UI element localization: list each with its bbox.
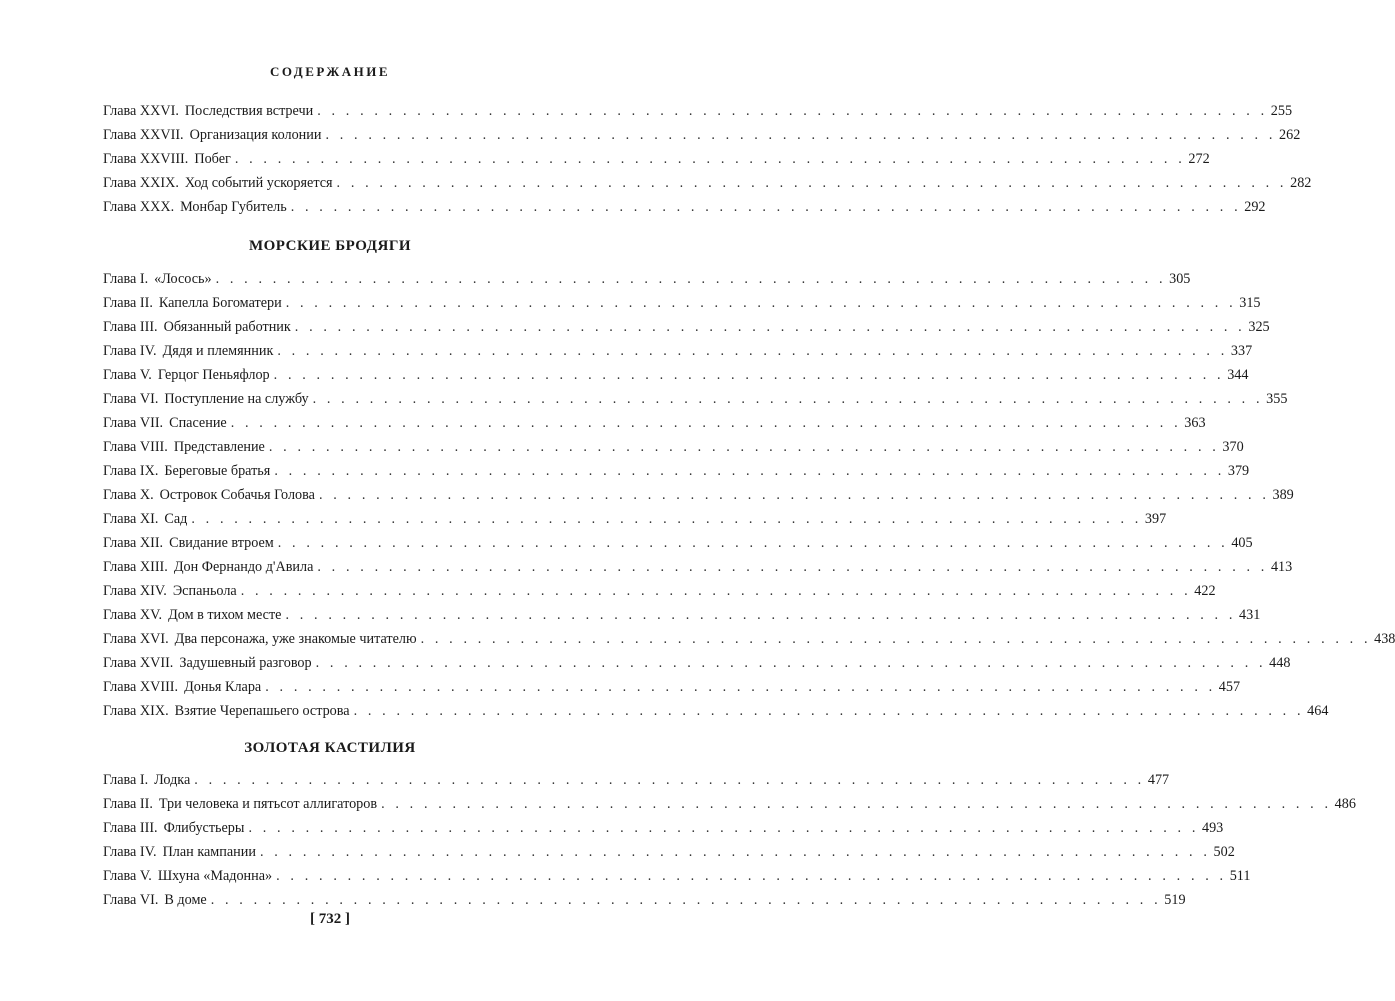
dot-leader: . . . . . . . . . . . . . . . . . . . . . . . . . . . . . . . . . . . . . . . . . . . . . . . . . . . . . . . . . . . . . . . . . . . (420, 631, 1372, 647)
toc-entry (103, 363, 1249, 387)
chapter-title: Эспаньола (172, 583, 237, 599)
toc-entry (103, 483, 1294, 507)
chapter-title: Последствия встречи (184, 103, 314, 119)
chapter-number: Глава XVI. (103, 631, 169, 647)
toc-entry (103, 768, 1170, 792)
chapter-number: Глава XXVIII. (103, 151, 189, 167)
page-number: 344 (1227, 367, 1249, 383)
dot-leader: . . . . . . . . . . . . . . . . . . . . . . . . . . . . . . . . . . . . . . . . . . . . . . . . . . . . . . . . . . . . . . . . . . . (381, 796, 1332, 812)
page-number: 477 (1147, 772, 1170, 788)
chapter-title: «Лосось» (154, 271, 212, 287)
toc-entry (103, 387, 1288, 411)
chapter-number: Глава XXVII. (103, 127, 184, 143)
toc-entry (103, 459, 1250, 483)
toc-block-3 (103, 768, 1356, 912)
chapter-number: Глава XVIII. (103, 679, 179, 695)
chapter-number: Глава IX. (103, 463, 159, 479)
chapter-number: Глава XIV. (103, 583, 167, 599)
dot-leader: . . . . . . . . . . . . . . . . . . . . . . . . . . . . . . . . . . . . . . . . . . . . . . . . . . . . . . . . . . . . . . . . . . . (191, 511, 1142, 527)
page-number: 486 (1334, 796, 1356, 812)
chapter-number: Глава I. (103, 772, 149, 788)
dot-leader: . . . . . . . . . . . . . . . . . . . . . . . . . . . . . . . . . . . . . . . . . . . . . . . . . . . . . . . . . . . . . . . . . . . (230, 415, 1182, 431)
toc-entry (103, 579, 1216, 603)
chapter-title: В доме (164, 892, 207, 908)
page-number: 457 (1218, 679, 1241, 695)
chapter-title: Ход событий ускоряется (184, 175, 333, 191)
dot-leader: . . . . . . . . . . . . . . . . . . . . . . . . . . . . . . . . . . . . . . . . . . . . . . . . . . . . . . . . . . . . . . . . . . . (315, 655, 1267, 671)
chapter-title: Герцог Пеньяфлор (157, 367, 270, 383)
dot-leader: . . . . . . . . . . . . . . . . . . . . . . . . . . . . . . . . . . . . . . . . . . . . . . . . . . . . . . . . . . . . . . . . . . . (268, 439, 1220, 455)
chapter-title: Монбар Губитель (180, 199, 287, 215)
chapter-number: Глава IV. (103, 343, 157, 359)
chapter-title: Организация колонии (189, 127, 322, 143)
toc-entry (103, 267, 1191, 291)
toc-entry (103, 675, 1241, 699)
chapter-number: Глава XII. (103, 535, 164, 551)
toc-entry (103, 792, 1356, 816)
dot-leader: . . . . . . . . . . . . . . . . . . . . . . . . . . . . . . . . . . . . . . . . . . . . . . . . . . . . . . . . . . . . . . . . . . . (277, 535, 1229, 551)
chapter-title: Два персонажа, уже знакомые читателю (174, 631, 417, 647)
toc-entry (103, 699, 1329, 723)
dot-leader: . . . . . . . . . . . . . . . . . . . . . . . . . . . . . . . . . . . . . . . . . . . . . . . . . . . . . . . . . . . . . . . . . . . (277, 343, 1228, 359)
page-number: 422 (1194, 583, 1216, 599)
running-head: СОДЕРЖАНИЕ (269, 64, 391, 79)
page-number: 292 (1244, 199, 1266, 215)
dot-leader: . . . . . . . . . . . . . . . . . . . . . . . . . . . . . . . . . . . . . . . . . . . . . . . . . . . . . . . . . . . . . . . . . . . (353, 703, 1305, 719)
dot-leader: . . . . . . . . . . . . . . . . . . . . . . . . . . . . . . . . . . . . . . . . . . . . . . . . . . . . . . . . . . . . . . . . . . . (318, 487, 1270, 503)
dot-leader: . . . . . . . . . . . . . . . . . . . . . . . . . . . . . . . . . . . . . . . . . . . . . . . . . . . . . . . . . . . . . . . . . . . (215, 271, 1167, 287)
page-number: 282 (1290, 175, 1312, 191)
chapter-number: Глава XIII. (103, 559, 168, 575)
dot-leader: . . . . . . . . . . . . . . . . . . . . . . . . . . . . . . . . . . . . . . . . . . . . . . . . . . . . . . . . . . . . . . . . . . . (194, 772, 1145, 788)
chapter-number: Глава III. (103, 820, 158, 836)
chapter-title: Представление (173, 439, 265, 455)
page-number: 464 (1307, 703, 1329, 719)
chapter-number: Глава II. (103, 295, 153, 311)
chapter-title: Сад (164, 511, 188, 527)
dot-leader: . . . . . . . . . . . . . . . . . . . . . . . . . . . . . . . . . . . . . . . . . . . . . . . . . . . . . . . . . . . . . . . . . . . (276, 868, 1227, 884)
page-number: 413 (1270, 559, 1293, 575)
page-number: 255 (1270, 103, 1293, 119)
dot-leader: . . . . . . . . . . . . . . . . . . . . . . . . . . . . . . . . . . . . . . . . . . . . . . . . . . . . . . . . . . . . . . . . . . . (317, 559, 1268, 575)
page-number: 363 (1184, 415, 1206, 431)
toc-entry (103, 411, 1206, 435)
toc-entry (103, 816, 1224, 840)
page-number: 397 (1144, 511, 1167, 527)
page-number: 519 (1164, 892, 1186, 908)
page-number: 272 (1188, 151, 1210, 167)
page-number: 355 (1266, 391, 1288, 407)
chapter-title: Шхуна «Мадонна» (157, 868, 273, 884)
dot-leader: . . . . . . . . . . . . . . . . . . . . . . . . . . . . . . . . . . . . . . . . . . . . . . . . . . . . . . . . . . . . . . . . . . . (273, 367, 1225, 383)
page-number: 502 (1213, 844, 1235, 860)
section-heading: МОРСКИЕ БРОДЯГИ (248, 238, 412, 254)
toc-entry (103, 840, 1235, 864)
page-number: 511 (1229, 868, 1251, 884)
chapter-number: Глава X. (103, 487, 154, 503)
chapter-title: Дом в тихом месте (168, 607, 282, 623)
toc-entry (103, 339, 1253, 363)
chapter-number: Глава II. (103, 796, 153, 812)
page-number: 448 (1269, 655, 1291, 671)
page-number: 337 (1230, 343, 1253, 359)
toc-entry (103, 888, 1186, 912)
chapter-title: Спасение (169, 415, 227, 431)
chapter-number: Глава XI. (103, 511, 159, 527)
toc-entry (103, 651, 1291, 675)
chapter-title: Флибустьеры (163, 820, 245, 836)
page-number: 370 (1222, 439, 1244, 455)
dot-leader: . . . . . . . . . . . . . . . . . . . . . . . . . . . . . . . . . . . . . . . . . . . . . . . . . . . . . . . . . . . . . . . . . . . (265, 679, 1216, 695)
chapter-title: Донья Клара (184, 679, 262, 695)
chapter-title: Береговые братья (164, 463, 271, 479)
chapter-number: Глава XVII. (103, 655, 174, 671)
dot-leader: . . . . . . . . . . . . . . . . . . . . . . . . . . . . . . . . . . . . . . . . . . . . . . . . . . . . . . . . . . . . . . . . . . . (240, 583, 1192, 599)
chapter-number: Глава V. (103, 367, 152, 383)
chapter-title: Дон Фернандо д'Авила (173, 559, 314, 575)
toc-entry (103, 864, 1251, 888)
toc-entry (103, 315, 1270, 339)
page-number: 389 (1272, 487, 1294, 503)
chapter-number: Глава VIII. (103, 439, 168, 455)
toc-entry (103, 99, 1293, 123)
dot-leader: . . . . . . . . . . . . . . . . . . . . . . . . . . . . . . . . . . . . . . . . . . . . . . . . . . . . . . . . . . . . . . . . . . . (274, 463, 1225, 479)
chapter-number: Глава XXIX. (103, 175, 179, 191)
page-number: 431 (1239, 607, 1261, 623)
chapter-number: Глава XXX. (103, 199, 175, 215)
dot-leader: . . . . . . . . . . . . . . . . . . . . . . . . . . . . . . . . . . . . . . . . . . . . . . . . . . . . . . . . . . . . . . . . . . . (234, 151, 1186, 167)
chapter-title: Задушевный разговор (179, 655, 312, 671)
toc-entry (103, 603, 1261, 627)
chapter-number: Глава I. (103, 271, 149, 287)
toc-entry (103, 435, 1244, 459)
chapter-title: Три человека и пятьсот аллигаторов (158, 796, 378, 812)
chapter-number: Глава V. (103, 868, 152, 884)
chapter-title: Островок Собачья Голова (159, 487, 315, 503)
toc-block-1 (103, 99, 1312, 219)
chapter-title: Обязанный работник (163, 319, 291, 335)
dot-leader: . . . . . . . . . . . . . . . . . . . . . . . . . . . . . . . . . . . . . . . . . . . . . . . . . . . . . . . . . . . . . . . . . . . (285, 295, 1237, 311)
chapter-title: Свидание втроем (169, 535, 274, 551)
dot-leader: . . . . . . . . . . . . . . . . . . . . . . . . . . . . . . . . . . . . . . . . . . . . . . . . . . . . . . . . . . . . . . . . . . . (210, 892, 1162, 908)
toc-entry (103, 147, 1210, 171)
toc-entry (103, 555, 1293, 579)
chapter-number: Глава III. (103, 319, 158, 335)
dot-leader: . . . . . . . . . . . . . . . . . . . . . . . . . . . . . . . . . . . . . . . . . . . . . . . . . . . . . . . . . . . . . . . . . . . (290, 199, 1242, 215)
toc-entry (103, 291, 1261, 315)
toc-entry (103, 171, 1312, 195)
chapter-number: Глава VI. (103, 391, 159, 407)
toc-entry (103, 507, 1167, 531)
page-number: 493 (1201, 820, 1224, 836)
chapter-number: Глава VII. (103, 415, 164, 431)
chapter-number: Глава XV. (103, 607, 163, 623)
chapter-title: Поступление на службу (164, 391, 309, 407)
toc-entry (103, 195, 1266, 219)
chapter-title: Лодка (154, 772, 191, 788)
chapter-number: Глава VI. (103, 892, 159, 908)
dot-leader: . . . . . . . . . . . . . . . . . . . . . . . . . . . . . . . . . . . . . . . . . . . . . . . . . . . . . . . . . . . . . . . . . . . (285, 607, 1237, 623)
chapter-title: Дядя и племянник (162, 343, 274, 359)
page-number: 405 (1231, 535, 1253, 551)
toc-block-2 (103, 267, 1395, 723)
chapter-number: Глава IV. (103, 844, 157, 860)
page-number: 262 (1279, 127, 1301, 143)
chapter-title: Капелла Богоматери (158, 295, 282, 311)
dot-leader: . . . . . . . . . . . . . . . . . . . . . . . . . . . . . . . . . . . . . . . . . . . . . . . . . . . . . . . . . . . . . . . . . . . (259, 844, 1211, 860)
chapter-title: Побег (194, 151, 231, 167)
dot-leader: . . . . . . . . . . . . . . . . . . . . . . . . . . . . . . . . . . . . . . . . . . . . . . . . . . . . . . . . . . . . . . . . . . . (294, 319, 1246, 335)
dot-leader: . . . . . . . . . . . . . . . . . . . . . . . . . . . . . . . . . . . . . . . . . . . . . . . . . . . . . . . . . . . . . . . . . . . (317, 103, 1268, 119)
chapter-title: План кампании (162, 844, 256, 860)
page-number: 315 (1239, 295, 1261, 311)
chapter-title: Взятие Черепашьего острова (174, 703, 350, 719)
dot-leader: . . . . . . . . . . . . . . . . . . . . . . . . . . . . . . . . . . . . . . . . . . . . . . . . . . . . . . . . . . . . . . . . . . . (336, 175, 1288, 191)
page-folio: [ 732 ] (310, 911, 350, 927)
page-number: 379 (1227, 463, 1250, 479)
page-number: 305 (1169, 271, 1191, 287)
dot-leader: . . . . . . . . . . . . . . . . . . . . . . . . . . . . . . . . . . . . . . . . . . . . . . . . . . . . . . . . . . . . . . . . . . . (312, 391, 1264, 407)
section-heading: ЗОЛОТАЯ КАСТИЛИЯ (244, 740, 416, 756)
toc-entry (103, 627, 1395, 651)
toc-entry (103, 531, 1253, 555)
chapter-number: Глава XXVI. (103, 103, 179, 119)
page-number: 438 (1374, 631, 1395, 647)
page-number: 325 (1248, 319, 1270, 335)
chapter-number: Глава XIX. (103, 703, 169, 719)
toc-entry (103, 123, 1301, 147)
dot-leader: . . . . . . . . . . . . . . . . . . . . . . . . . . . . . . . . . . . . . . . . . . . . . . . . . . . . . . . . . . . . . . . . . . . (325, 127, 1276, 143)
dot-leader: . . . . . . . . . . . . . . . . . . . . . . . . . . . . . . . . . . . . . . . . . . . . . . . . . . . . . . . . . . . . . . . . . . . (248, 820, 1199, 836)
